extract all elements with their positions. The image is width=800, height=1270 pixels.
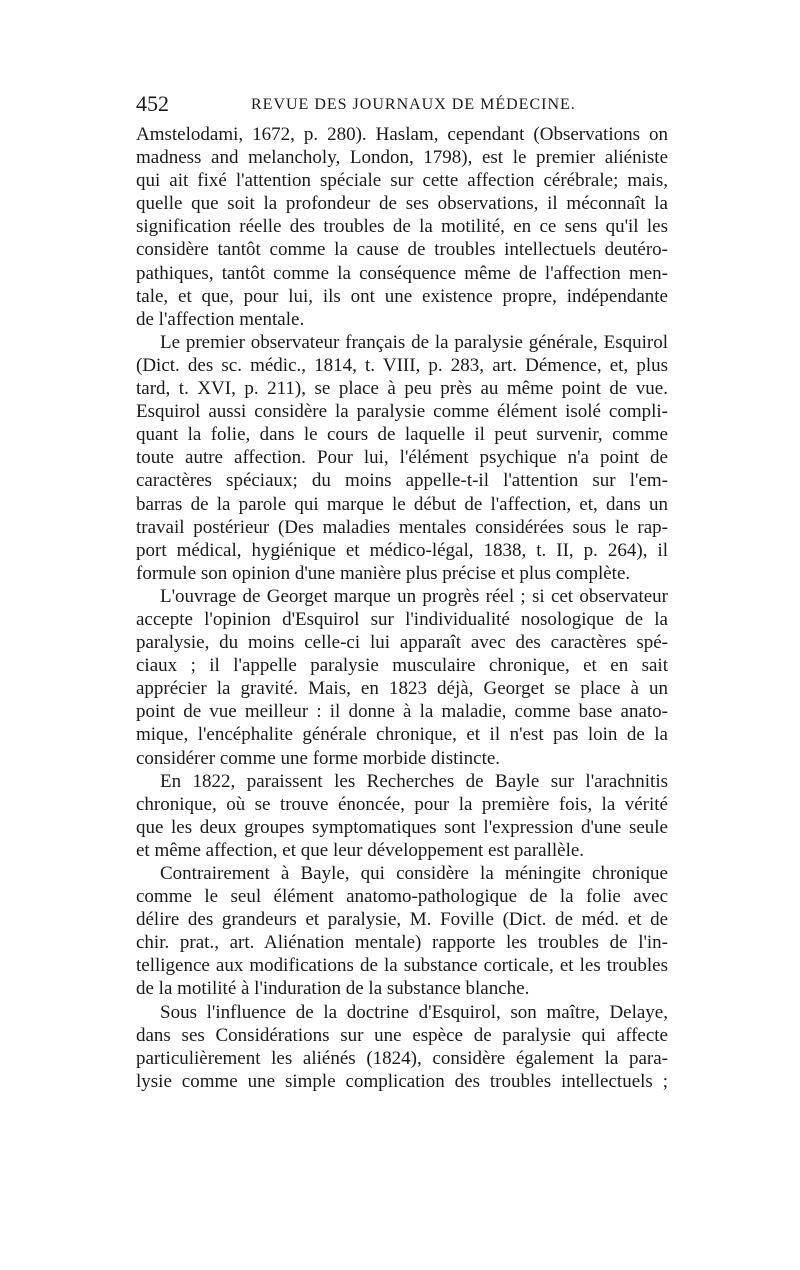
text-line: En 1822, paraissent les Recherches de Bayle sur l'arachnitis xyxy=(160,770,668,792)
text-line: port médical, hygiénique et médico-légal, 1838, t. II, p. 264), il xyxy=(136,539,668,561)
text-line: comme le seul élément anatomo-pathologique de la folie avec xyxy=(136,886,668,908)
text-line: paralysie, du moins celle-ci lui apparaît avec des caractères spé- xyxy=(136,632,668,654)
text-line: point de vue meilleur : il donne à la maladie, comme base anato- xyxy=(136,701,668,723)
text-line: telligence aux modifications de la substance corticale, et les troubles xyxy=(136,955,668,977)
text-line: barras de la parole qui marque le début de l'affection, et, dans un xyxy=(136,493,668,515)
text-line: de l'affection mentale. xyxy=(136,308,305,330)
text-line: tard, t. XVI, p. 211), se place à peu près au même point de vue. xyxy=(136,378,668,400)
text-line: ciaux ; il l'appelle paralysie musculaire chronique, et en sait xyxy=(136,655,668,677)
text-line: madness and melancholy, London, 1798), est le premier aliéniste xyxy=(136,147,668,169)
text-line: chir. prat., art. Aliénation mentale) rapporte les troubles de l'in- xyxy=(136,932,668,954)
text-line: formule son opinion d'une manière plus précise et plus complète. xyxy=(136,562,631,584)
text-line: pathiques, tantôt comme la conséquence même de l'affection men- xyxy=(136,262,668,284)
text-line: quelle que soit la profondeur de ses observations, il méconnaît la xyxy=(136,193,668,215)
text-line: considérer comme une forme morbide distincte. xyxy=(136,747,501,769)
text-line: L'ouvrage de Georget marque un progrès réel ; si cet observateur xyxy=(160,585,668,607)
text-line: particulièrement les aliénés (1824), considère également la para- xyxy=(136,1047,668,1069)
text-line: considère tantôt comme la cause de troubles intellectuels deutéro- xyxy=(136,239,668,261)
text-line: tale, et que, pour lui, ils ont une existence propre, indépendante xyxy=(136,285,668,307)
text-line: caractères spéciaux; du moins appelle-t-il l'attention sur l'em- xyxy=(136,470,668,492)
page-number: 452 xyxy=(136,91,169,116)
text-line: chronique, où se trouve énoncée, pour la première fois, la vérité xyxy=(136,793,668,815)
text-line: quant la folie, dans le cours de laquelle il peut survenir, comme xyxy=(136,424,668,446)
text-line: dans ses Considérations sur une espèce de paralysie qui affecte xyxy=(136,1024,668,1046)
running-head: REVUE DES JOURNAUX DE MÉDECINE. xyxy=(251,96,576,113)
text-line: apprécier la gravité. Mais, en 1823 déjà, Georget se place à un xyxy=(136,678,668,700)
text-line: Sous l'influence de la doctrine d'Esquirol, son maître, Delaye, xyxy=(160,1001,668,1023)
text-line: qui ait fixé l'attention spéciale sur cette affection cérébrale; mais, xyxy=(136,170,668,192)
text-line: de la motilité à l'induration de la substance blanche. xyxy=(136,978,530,1000)
text-line: lysie comme une simple complication des troubles intellectuels ; xyxy=(136,1070,668,1092)
text-line: accepte l'opinion d'Esquirol sur l'individualité nosologique de la xyxy=(136,608,668,630)
body-text xyxy=(136,123,668,1093)
text-line: Amstelodami, 1672, p. 280). Haslam, cependant (Observations on xyxy=(136,124,668,145)
text-line: signification réelle des troubles de la motilité, en ce sens qu'il les xyxy=(136,216,668,238)
text-line: Le premier observateur français de la paralysie générale, Esquirol xyxy=(160,331,668,353)
text-line: Esquirol aussi considère la paralysie comme élément isolé compli- xyxy=(136,401,668,423)
text-line: que les deux groupes symptomatiques sont l'expression d'une seule xyxy=(136,816,668,838)
text-line: et même affection, et que leur développement est parallèle. xyxy=(136,839,585,861)
text-line: travail postérieur (Des maladies mentales considérées sous le rap- xyxy=(136,516,668,538)
text-line: toute autre affection. Pour lui, l'élément psychique n'a point de xyxy=(136,447,668,469)
text-line: délire des grandeurs et paralysie, M. Foville (Dict. de méd. et de xyxy=(136,909,668,931)
text-line: (Dict. des sc. médic., 1814, t. VIII, p. 283, art. Démence, et, plus xyxy=(136,354,668,376)
text-line: mique, l'encéphalite générale chronique, et il n'est pas loin de la xyxy=(136,724,668,746)
text-line: Contrairement à Bayle, qui considère la méningite chronique xyxy=(160,863,668,884)
page-header xyxy=(136,92,668,116)
